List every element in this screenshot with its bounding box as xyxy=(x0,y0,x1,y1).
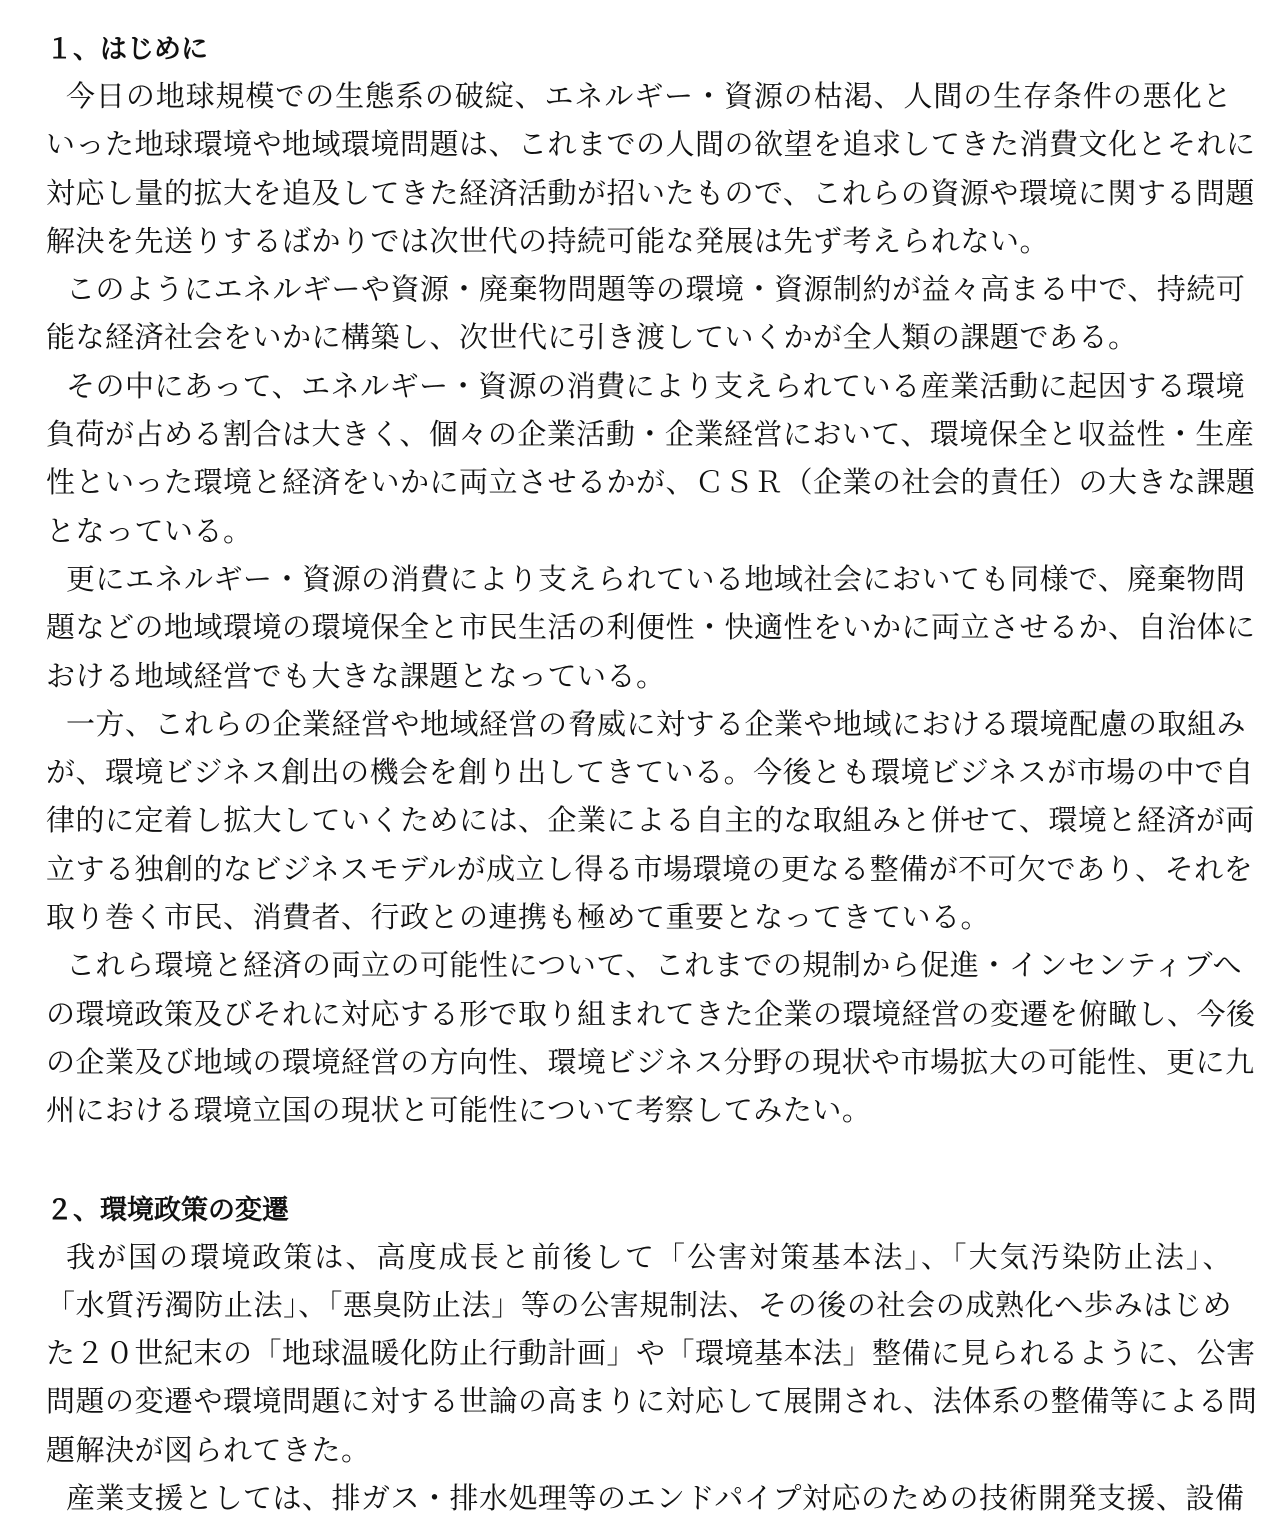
paragraph xyxy=(46,555,1256,700)
text-line: 律的に定着し拡大していくためには、企業による自主的な取組みと併せて、環境と経済が両 xyxy=(46,803,1255,838)
paragraph xyxy=(46,700,1255,941)
text-line: の企業及び地域の環境経営の方向性、環境ビジネス分野の現状や市場拡大の可能性、更に九 xyxy=(46,1044,1255,1079)
text-line: 産業支援としては、排ガス・排水処理等のエンドパイプ対応のための技術開発支援、設備 xyxy=(66,1481,1245,1516)
text-line: 州における環境立国の現状と可能性について考察してみたい。 xyxy=(46,1093,872,1128)
text-line: 性といった環境と経済をいかに両立させるかが、ＣＳＲ（企業の社会的責任）の大きな課題 xyxy=(46,465,1256,500)
text-line: 問題の変遷や環境問題に対する世論の高まりに対応して展開され、法体系の整備等による問 xyxy=(46,1384,1258,1419)
text-line: 今日の地球規模での生態系の破綻、エネルギー・資源の枯渇、人間の生存条件の悪化と xyxy=(66,79,1232,113)
text-line: 題などの地域環境の環境保全と市民生活の利便性・快適性をいかに両立させるか、自治体に xyxy=(46,610,1256,645)
text-line: 能な経済社会をいかに構築し、次世代に引き渡していくかが全人類の課題である。 xyxy=(46,320,1138,355)
section-introduction xyxy=(46,28,1256,1135)
paragraph xyxy=(46,265,1246,362)
text-line: の環境政策及びそれに対応する形で取り組まれてきた企業の環境経営の変遷を俯瞰し、今後 xyxy=(46,996,1256,1031)
paragraph xyxy=(46,941,1256,1134)
text-line: 対応し量的拡大を追及してきた経済活動が招いたもので、これらの資源や環境に関する問題 xyxy=(46,175,1255,210)
text-line: 負荷が占める割合は大きく、個々の企業活動・企業経営において、環境保全と収益性・生産 xyxy=(46,417,1255,452)
text-line: 解決を先送りするばかりでは次世代の持続可能な発展は先ず考えられない。 xyxy=(46,223,1050,258)
text-line: その中にあって、エネルギー・資源の消費により支えられている産業活動に起因する環境 xyxy=(66,368,1246,403)
text-line: 我が国の環境政策は、高度成長と前後して「公害対策基本法」、「大気汚染防止法」、 xyxy=(66,1239,1232,1274)
text-line: た２０世紀末の「地球温暖化防止行動計画」や「環境基本法」整備に見られるように、公害 xyxy=(46,1336,1256,1371)
paragraph xyxy=(46,1474,1245,1522)
text-line: 「水質汚濁防止法」、「悪臭防止法」等の公害規制法、その後の社会の成熟化へ歩みはじめ xyxy=(46,1287,1232,1322)
text-line: これら環境と経済の両立の可能性について、これまでの規制から促進・インセンティブへ xyxy=(66,948,1242,983)
text-line: が、環境ビジネス創出の機会を創り出してきている。今後とも環境ビジネスが市場の中で自 xyxy=(46,755,1254,790)
paragraph xyxy=(46,1233,1258,1474)
section-heading: ２、環境政策の変遷 xyxy=(46,1194,289,1226)
text-line: このようにエネルギーや資源・廃棄物問題等の環境・資源制約が益々高まる中で、持続可 xyxy=(66,272,1246,307)
text-line: 取り巻く市民、消費者、行政との連携も極めて重要となってきている。 xyxy=(46,900,991,935)
text-line: 一方、これらの企業経営や地域経営の脅威に対する企業や地域における環境配慮の取組み xyxy=(66,706,1247,741)
text-line: おける地域経営でも大きな課題となっている。 xyxy=(46,658,666,693)
paragraph xyxy=(46,362,1256,555)
paragraph xyxy=(46,72,1256,265)
text-line: 立する独創的なビジネスモデルが成立し得る市場環境の更なる整備が不可欠であり、それを xyxy=(46,851,1254,886)
text-line: 更にエネルギー・資源の消費により支えられている地域社会においても同様で、廃棄物問 xyxy=(66,561,1246,596)
text-line: 題解決が図られてきた。 xyxy=(46,1432,371,1467)
section-heading: １、はじめに xyxy=(46,34,208,65)
section-environmental-policy xyxy=(46,1189,1258,1523)
text-line: となっている。 xyxy=(46,513,253,548)
text-line: いった地球環境や地域環境問題は、これまでの人間の欲望を追求してきた消費文化とそれに xyxy=(46,127,1256,162)
